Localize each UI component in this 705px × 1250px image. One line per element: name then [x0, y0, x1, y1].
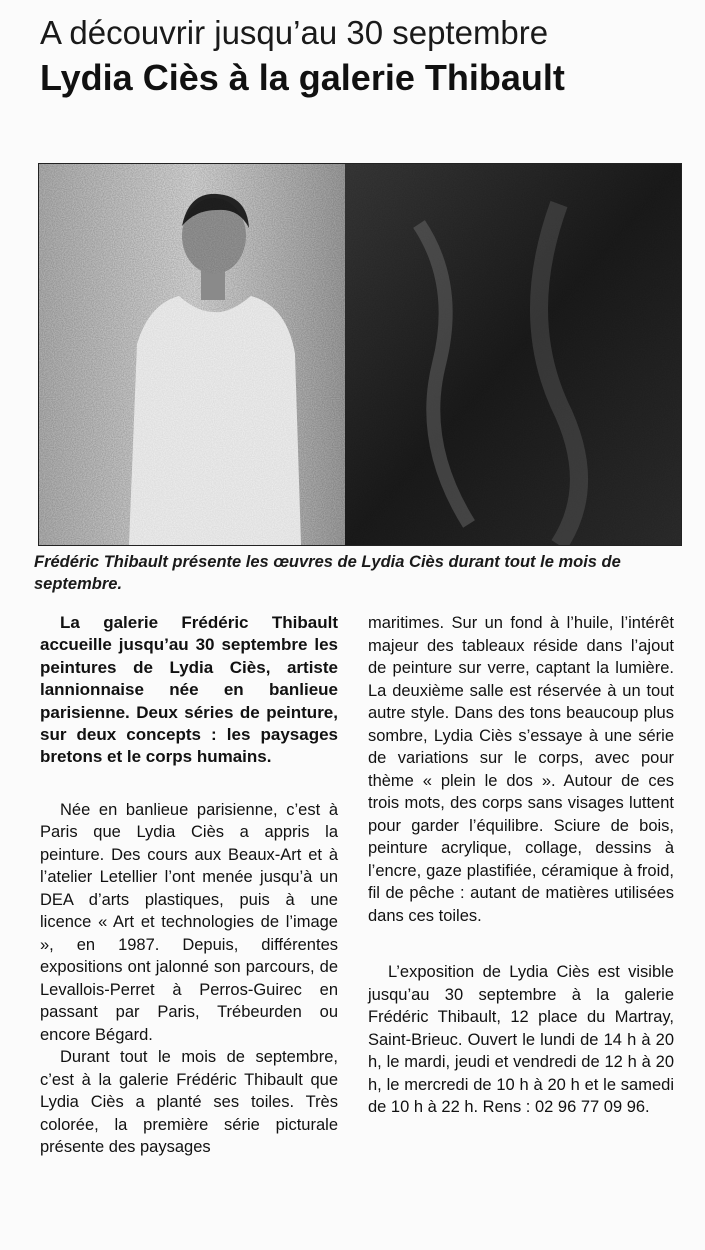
column-left: [40, 612, 338, 1159]
article-lead: La galerie Frédéric Thibault accueille jusqu’au 30 septembre les peintures de Lydia Ciès, artiste lannionnaise née en banlieue parisienne. Deux séries de peinture, sur deux concepts : les paysages bretons et le corps humains.: [40, 613, 338, 767]
article-headline: Lydia Ciès à la galerie Thibault: [40, 57, 565, 98]
article-photo: [38, 163, 682, 546]
column-right: [368, 612, 674, 1119]
article-kicker: A découvrir jusqu’au 30 septembre: [40, 14, 549, 51]
photo-caption: Frédéric Thibault présente les œuvres de Lydia Ciès durant tout le mois de septembre.: [34, 553, 621, 593]
article-paragraph: maritimes. Sur un fond à l’huile, l’intérêt majeur des tableaux réside dans l’ajout de peinture sur verre, captant la lumière. La deuxième salle est réservée à un tout autre style. Dans des tons beaucoup plus sombre, Lydia Ciès s’essaye à une série de variations sur le corps, avec pour thème « plein le dos ». Autour de ces trois mots, des corps sans visages luttent pour garder l’équilibre. Sciure de bois, peinture acrylique, collage, dessins à l’encre, gaze plastifiée, céramique à froid, fil de pêche : autant de matières utilisées dans ces toiles.: [368, 614, 674, 925]
article-paragraph: Durant tout le mois de septembre, c’est à la galerie Frédéric Thibault que Lydia Ciès a planté ses toiles. Très colorée, la première série picturale présente des paysages: [40, 1048, 338, 1157]
article-paragraph: Née en banlieue parisienne, c’est à Paris que Lydia Ciès a appris la peinture. Des cours aux Beaux-Art et à l’atelier Letellier l’ont menée jusqu’à un DEA d’arts plastiques, puis à une licence « Art et technologies de l’image », en 1987. Depuis, différentes expositions ont jalonné son parcours, de Levallois-Perret à Perros-Guirec en passant par Paris, Trébeurden ou encore Bégard.: [40, 800, 338, 1044]
photo-illustration: [39, 164, 681, 545]
article-paragraph-practical-info: L’exposition de Lydia Ciès est visible jusqu’au 30 septembre à la galerie Frédéric Thibault, 12 place du Martray, Saint-Brieuc. Ouvert le lundi de 14 h à 20 h, le mardi, jeudi et vendredi de 12 h à 20 h, le mercredi de 10 h à 20 h et le samedi de 10 h à 22 h. Rens : 02 96 77 09 96.: [368, 963, 674, 1116]
